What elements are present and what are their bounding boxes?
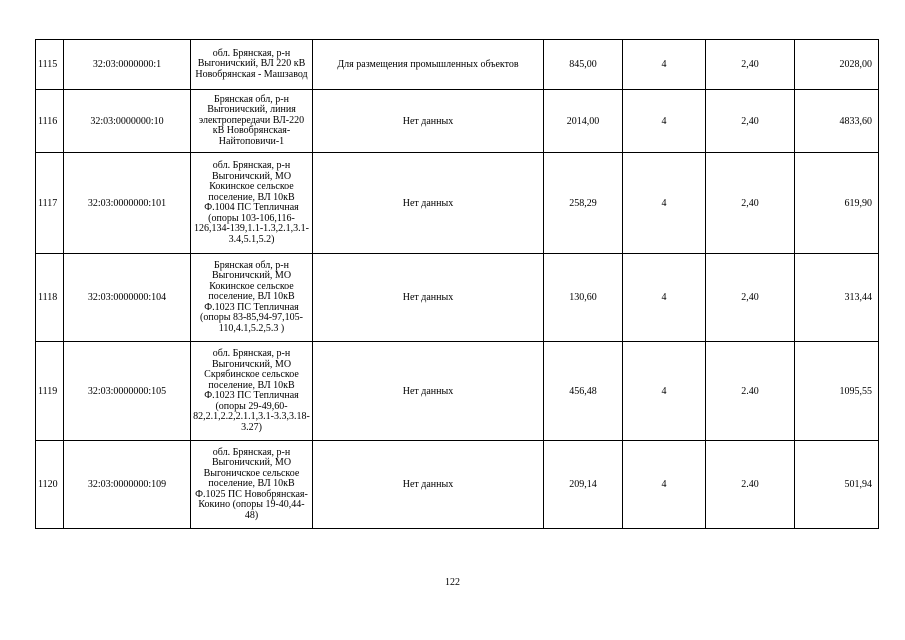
- address: обл. Брянская, р-н Выгоничский, МО Кокинское сельское поселение, ВЛ 10кВ Ф.1004 ПС Тепличная (опоры 103-106,116-126,134-139,1.1-1.3,2.1,3.1-3.4,5.1,5.2): [191, 153, 313, 254]
- row-number: 1117: [36, 153, 64, 254]
- cadastral-number: 32:03:0000000:101: [64, 153, 191, 254]
- row-number: 1120: [36, 441, 64, 529]
- sum: 1095,55: [795, 342, 879, 441]
- sum: 4833,60: [795, 90, 879, 153]
- cadastral-number: 32:03:0000000:109: [64, 441, 191, 529]
- coefficient: 4: [623, 342, 706, 441]
- cadastral-number: 32:03:0000000:104: [64, 254, 191, 342]
- sum: 2028,00: [795, 40, 879, 90]
- table-row: [36, 153, 879, 254]
- rate: 2,40: [706, 254, 795, 342]
- coefficient: 4: [623, 90, 706, 153]
- coefficient: 4: [623, 40, 706, 90]
- sum: 313,44: [795, 254, 879, 342]
- sum: 501,94: [795, 441, 879, 529]
- rate: 2,40: [706, 90, 795, 153]
- address: обл. Брянская, р-н Выгоничский, МО Выгоничское сельское поселение, ВЛ 10кВ Ф.1025 ПС Новобрянская-Кокино (опоры 19-40,44-48): [191, 441, 313, 529]
- sum: 619,90: [795, 153, 879, 254]
- purpose: Нет данных: [313, 90, 544, 153]
- coefficient: 4: [623, 153, 706, 254]
- coefficient: 4: [623, 254, 706, 342]
- rate: 2.40: [706, 441, 795, 529]
- area: 2014,00: [544, 90, 623, 153]
- cadastral-number: 32:03:0000000:10: [64, 90, 191, 153]
- address: обл. Брянская, р-н Выгоничский, МО Скрябинское сельское поселение, ВЛ 10кВ Ф.1023 ПС Тепличная (опоры 29-49,60-82,2.1,2.2,2.1.1,3.1-3.3,3.18-3.27): [191, 342, 313, 441]
- table-row: [36, 254, 879, 342]
- address: Брянская обл, р-н Выгоничский, МО Кокинское сельское поселение, ВЛ 10кВ Ф.1023 ПС Тепличная (опоры 83-85,94-97,105-110,4.1,5.2,5.3 ): [191, 254, 313, 342]
- rate: 2,40: [706, 153, 795, 254]
- row-number: 1116: [36, 90, 64, 153]
- rate: 2,40: [706, 40, 795, 90]
- rate: 2.40: [706, 342, 795, 441]
- purpose: Нет данных: [313, 153, 544, 254]
- land-plots-table: [35, 39, 879, 529]
- cadastral-number: 32:03:0000000:105: [64, 342, 191, 441]
- address: Брянская обл, р-н Выгоничский, линия электропередачи ВЛ-220 кВ Новобрянская-Найтоповичи-1: [191, 90, 313, 153]
- area: 258,29: [544, 153, 623, 254]
- area: 209,14: [544, 441, 623, 529]
- row-number: 1118: [36, 254, 64, 342]
- address: обл. Брянская, р-н Выгоничский, ВЛ 220 кВ Новобрянская - Машзавод: [191, 40, 313, 90]
- table-row: [36, 441, 879, 529]
- purpose: Нет данных: [313, 254, 544, 342]
- area: 130,60: [544, 254, 623, 342]
- purpose: Нет данных: [313, 342, 544, 441]
- purpose: Для размещения промышленных объектов: [313, 40, 544, 90]
- row-number: 1119: [36, 342, 64, 441]
- purpose: Нет данных: [313, 441, 544, 529]
- area: 845,00: [544, 40, 623, 90]
- table-row: [36, 90, 879, 153]
- cadastral-number: 32:03:0000000:1: [64, 40, 191, 90]
- page-number: 122: [445, 577, 460, 588]
- coefficient: 4: [623, 441, 706, 529]
- table-row: [36, 40, 879, 90]
- table-row: [36, 342, 879, 441]
- row-number: 1115: [36, 40, 64, 90]
- area: 456,48: [544, 342, 623, 441]
